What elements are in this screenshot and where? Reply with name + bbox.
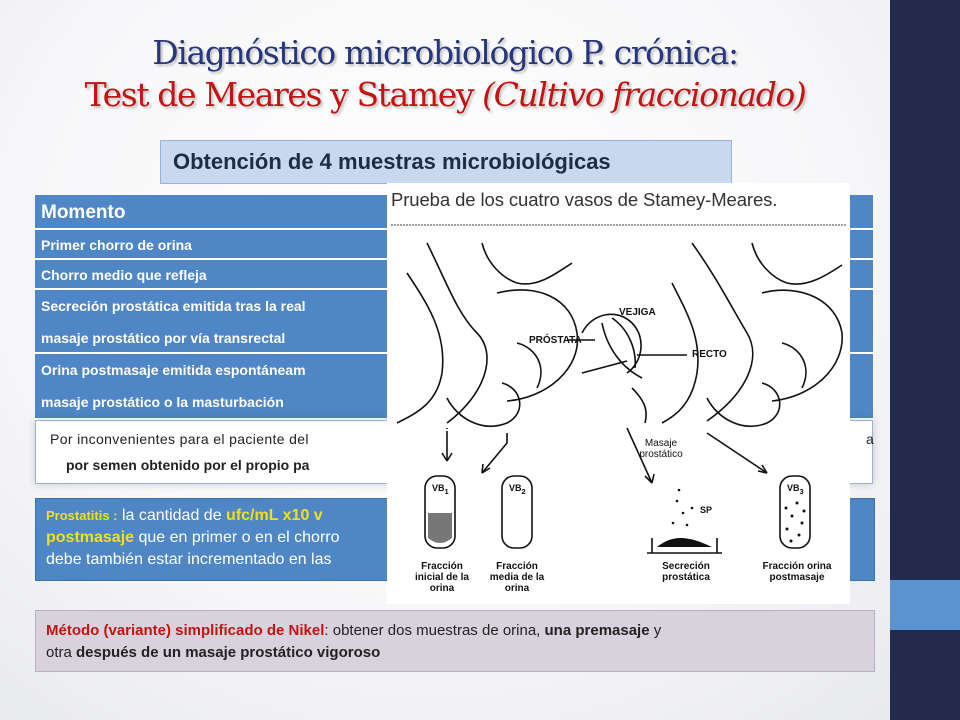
- tube-label-vb1: [432, 483, 449, 496]
- table-cell: masaje prostático por vía transrectal: [41, 330, 286, 346]
- table-cell: Primer chorro de orina: [41, 237, 192, 253]
- decorative-accent-block: [890, 580, 960, 630]
- tube-label-sp: SP: [700, 505, 713, 515]
- tube-label-sub: 1: [444, 486, 449, 496]
- caption-postmasaje: Fracción orina postmasaje: [762, 561, 832, 583]
- tube-label-text: VB: [509, 483, 522, 493]
- note-line-1: Por inconvenientes para el paciente del: [50, 431, 309, 447]
- tube-label-text: VB: [432, 483, 445, 493]
- nikel-bold: una premasaje: [544, 622, 650, 639]
- note-line-2: por semen obtenido por el propio pa: [66, 457, 310, 473]
- stamey-meares-figure: [387, 183, 850, 604]
- prostatitis-text: la cantidad de: [117, 507, 227, 524]
- tube-label-sub: 2: [521, 486, 526, 496]
- slide-title: [0, 32, 890, 116]
- prostatitis-highlight-postmasaje: postmasaje: [46, 529, 135, 546]
- prostatitis-label: Prostatitis :: [46, 508, 118, 523]
- figure-title: Prueba de los cuatro vasos de Stamey-Meares.: [391, 189, 778, 210]
- title-line-2: [0, 74, 890, 116]
- nikel-text: : obtener dos muestras de orina,: [324, 622, 545, 639]
- nikel-method-name: Método (variante) simplificado de Nikel: [46, 622, 325, 639]
- anatomy-diagram: [387, 183, 850, 604]
- tube-label-vb2: [509, 483, 526, 496]
- prostatitis-line-3: debe también estar incrementado en las: [46, 551, 332, 568]
- tube-label-text: VB: [787, 483, 800, 493]
- caption-fraccion-inicial: Fracción inicial de la orina: [415, 561, 469, 594]
- title-line-2-italic: (Cultivo fraccionado): [482, 75, 806, 114]
- nikel-text: y: [649, 622, 662, 639]
- nikel-text: otra: [46, 644, 77, 661]
- label-vejiga: VEJIGA: [619, 307, 656, 318]
- tube-label-sub: 3: [799, 486, 804, 496]
- label-masaje: Masaje prostático: [639, 438, 683, 460]
- prostatitis-highlight: ufc/mL x10 v: [226, 507, 323, 524]
- table-cell: Orina postmasaje emitida espontáneam: [41, 362, 306, 378]
- caption-fraccion-media: Fracción media de la orina: [489, 561, 545, 594]
- prostatitis-text: que en primer o en el chorro: [134, 529, 340, 546]
- label-prostata: PRÓSTATA: [529, 335, 582, 346]
- table-cell: masaje prostático o la masturbación: [41, 394, 284, 410]
- caption-secrecion: Secreción prostática: [662, 561, 710, 583]
- table-header-momento: Momento: [35, 195, 873, 230]
- title-line-2-main: Test de Meares y Stamey: [84, 75, 483, 114]
- nikel-bold: después de un masaje prostático vigoroso: [76, 644, 381, 661]
- label-recto: RECTO: [692, 349, 727, 360]
- subtitle-box: Obtención de 4 muestras microbiológicas: [160, 140, 732, 184]
- table-cell: Chorro medio que refleja: [41, 267, 207, 283]
- title-line-1: Diagnóstico microbiológico P. crónica:: [152, 33, 738, 72]
- tube-label-vb3: [787, 483, 804, 496]
- note-line-1-end: a: [866, 431, 874, 447]
- nikel-method-box: [35, 610, 875, 672]
- table-cell: Secreción prostática emitida tras la real: [41, 298, 306, 314]
